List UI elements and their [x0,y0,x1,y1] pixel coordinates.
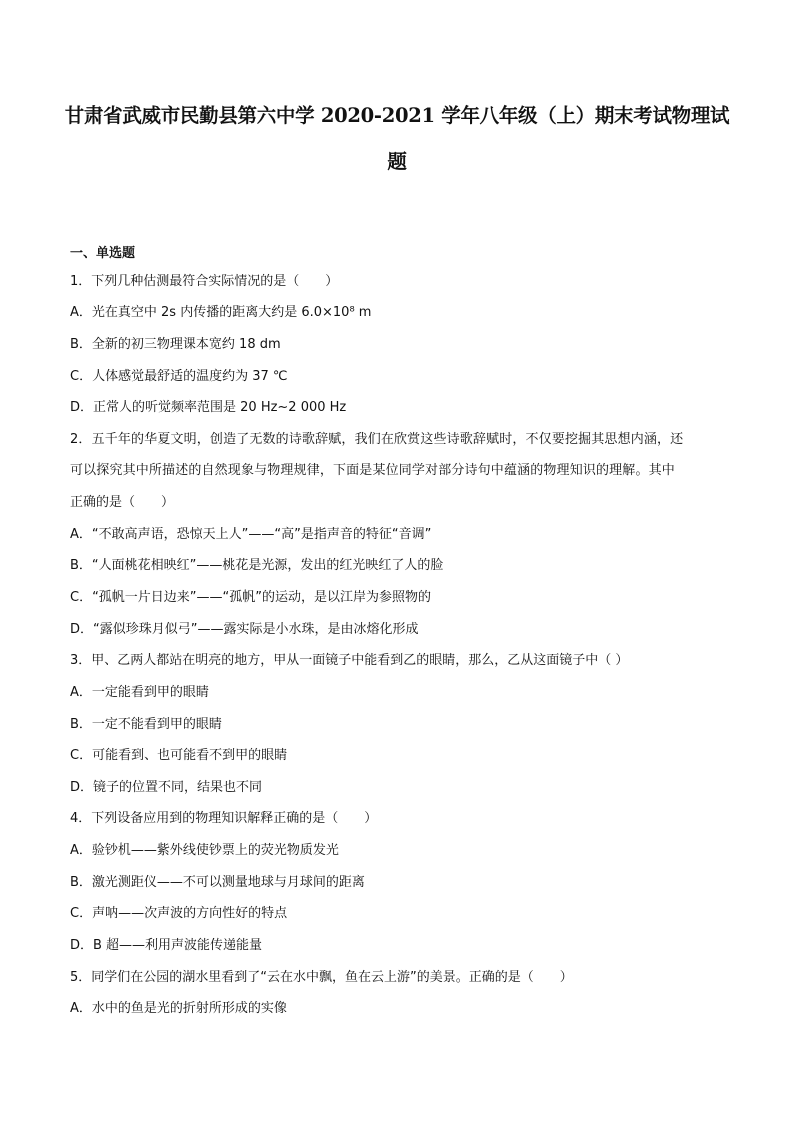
question-3-stem: 3．甲、乙两人都站在明亮的地方，甲从一面镜子中能看到乙的眼睛，那么，乙从这面镜子中（ ） [70,653,629,668]
question-3-option-a: A．一定能看到甲的眼睛 [70,685,209,700]
question-3-option-c: C．可能看到、也可能看不到甲的眼睛 [70,748,288,763]
question-1-option-c: C．人体感觉最舒适的温度约为 37 ℃ [70,369,288,384]
question-2-option-b: B．“人面桃花相映红”——桃花是光源，发出的红光映红了人的脸 [70,558,444,573]
question-4-option-c: C．声呐——次声波的方向性好的特点 [70,906,288,921]
exam-title-line-2: 题 [387,150,407,173]
question-2-option-c: C．“孤帆一片日边来”——“孤帆”的运动，是以江岸为参照物的 [70,590,432,605]
question-1-stem: 1．下列几种估测最符合实际情况的是（ ） [70,274,339,289]
question-2-option-a: A．“不敢高声语，恐惊天上人”——“高”是指声音的特征“音调” [70,527,432,542]
question-4-option-a: A．验钞机——紫外线使钞票上的荧光物质发光 [70,843,339,858]
question-2-stem-line-3: 正确的是（ ） [70,495,175,510]
question-5-option-a: A．水中的鱼是光的折射所形成的实像 [70,1001,287,1016]
question-1-option-a: A．光在真空中 2s 内传播的距离大约是 6.0×10⁸ m [70,305,372,320]
question-2-stem-line-1: 2．五千年的华夏文明，创造了无数的诗歌辞赋，我们在欣赏这些诗歌辞赋时，不仅要挖掘其思想内涵，还 [70,432,684,447]
question-1-option-d: D．正常人的听觉频率范围是 20 Hz~2 000 Hz [70,400,347,415]
question-4-option-b: B．激光测距仪——不可以测量地球与月球间的距离 [70,875,365,890]
section-heading: 一、单选题 [70,246,136,261]
question-4-stem: 4．下列设备应用到的物理知识解释正确的是（ ） [70,811,378,826]
question-2-stem-line-2: 可以探究其中所描述的自然现象与物理规律，下面是某位同学对部分诗句中蕴涵的物理知识的理解。其中 [70,463,675,478]
question-2-option-d: D．“露似珍珠月似弓”——露实际是小水珠，是由冰熔化形成 [70,622,419,637]
question-4-option-d: D．B 超——利用声波能传递能量 [70,938,263,953]
exam-title-line-1: 甘肃省武威市民勤县第六中学 2020-2021 学年八年级（上）期末考试物理试 [64,104,730,127]
question-3-option-b: B．一定不能看到甲的眼睛 [70,717,222,732]
question-5-stem: 5．同学们在公园的湖水里看到了“云在水中飘，鱼在云上游”的美景。正确的是（ ） [70,970,573,985]
question-1-option-b: B．全新的初三物理课本宽约 18 dm [70,337,281,352]
question-3-option-d: D．镜子的位置不同，结果也不同 [70,780,263,795]
